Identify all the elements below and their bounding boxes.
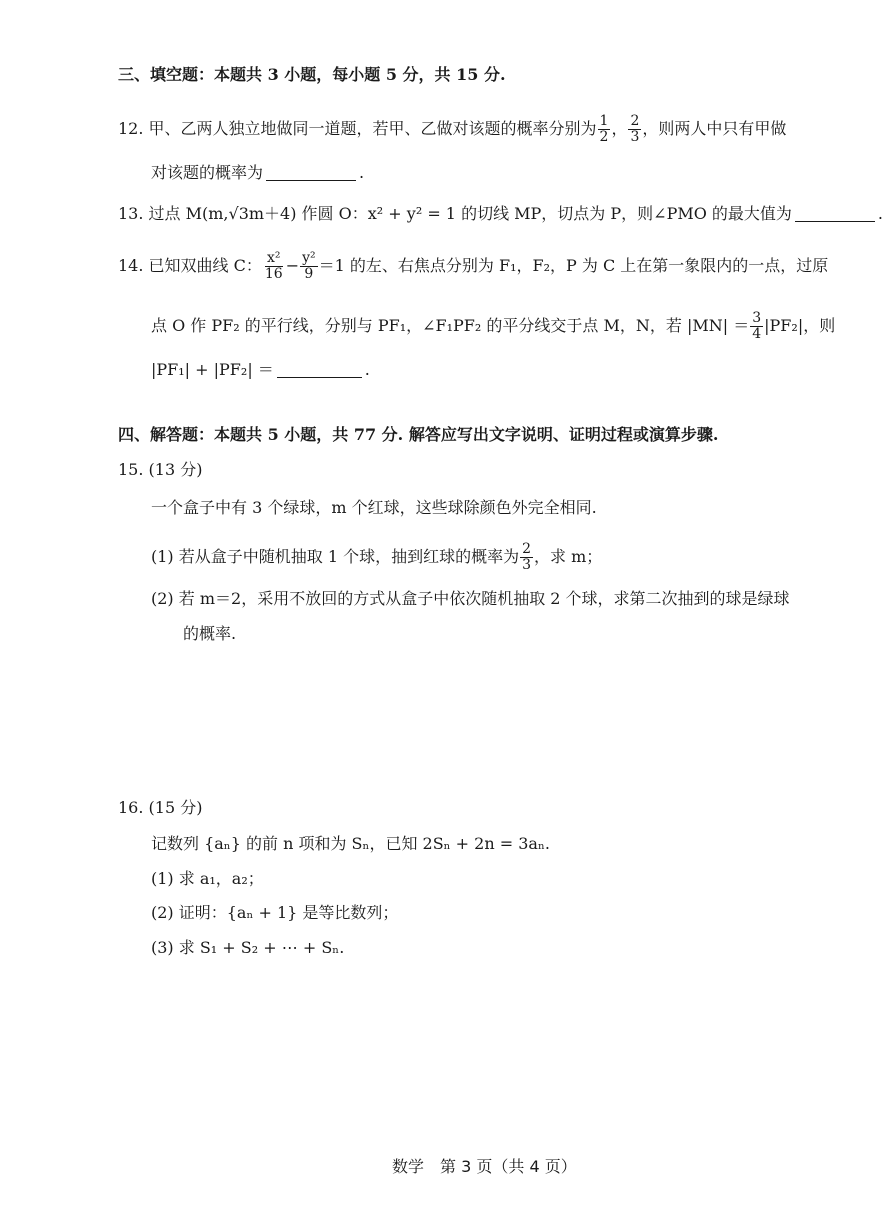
q14-frac3-denominator: 4	[752, 326, 762, 342]
q14-fraction-1	[263, 251, 285, 282]
q14-text-c: 点 O 作 PF₂ 的平行线，分别与 PF₁，∠F₁PF₂ 的平分线交于点 M，N，若 |MN| ＝	[151, 316, 750, 335]
question-12-line-1	[118, 114, 786, 145]
question-15-part-1	[151, 542, 602, 573]
q12-frac2-numerator: 2	[630, 113, 640, 129]
q14-fraction-3	[750, 311, 763, 342]
q14-text-e: |PF₁| + |PF₂| ＝	[151, 360, 274, 379]
q15-frac-denominator: 3	[522, 557, 532, 573]
question-16-part-1: (1) 求 a₁，a₂；	[151, 869, 264, 888]
question-14-line-2	[151, 311, 835, 342]
q12-text-b: ，则两人中只有甲做	[642, 119, 787, 138]
page-footer: 数学 第 3 页（共 4 页）	[392, 1157, 577, 1176]
q12-fraction-2	[628, 114, 641, 145]
question-16-title: 16. (15 分)	[118, 798, 203, 817]
question-13	[118, 203, 883, 225]
q12-text-a: 12. 甲、乙两人独立地做同一道题，若甲、乙做对该题的概率分别为	[118, 119, 597, 138]
q14-fraction-2	[300, 251, 318, 282]
q14-period: .	[364, 360, 370, 379]
q14-frac1-denominator: 16	[264, 266, 283, 282]
q14-minus: −	[285, 256, 300, 275]
q14-text-d: |PF₂|，则	[764, 316, 836, 335]
q14-frac1-numerator: x²	[267, 250, 281, 266]
q15-p1-text-a: (1) 若从盒子中随机抽取 1 个球，抽到红球的概率为	[151, 547, 520, 566]
q14-text-b: ＝1 的左、右焦点分别为 F₁，F₂，P 为 C 上在第一象限内的一点，过原	[318, 256, 829, 275]
q14-text-a: 14. 已知双曲线 C：	[118, 256, 262, 275]
question-16-stem: 记数列 {aₙ} 的前 n 项和为 Sₙ，已知 2Sₙ + 2n = 3aₙ.	[151, 834, 550, 853]
q12-comma: ，	[611, 119, 628, 138]
q13-answer-blank[interactable]	[795, 205, 875, 222]
q12-fraction-1	[598, 114, 611, 145]
question-15-title: 15. (13 分)	[118, 460, 203, 479]
q14-frac2-denominator: 9	[304, 266, 314, 282]
q13-text: 13. 过点 M(m,√3m＋4) 作圆 O：x² + y² = 1 的切线 MP，切点为 P，则∠PMO 的最大值为	[118, 204, 792, 223]
question-15-part-2-line-2: 的概率.	[183, 624, 237, 643]
q12-answer-blank[interactable]	[266, 164, 356, 181]
q14-frac2-numerator: y²	[302, 250, 316, 266]
section-3-header: 三、填空题：本题共 3 小题，每小题 5 分，共 15 分.	[118, 65, 506, 84]
q13-period: .	[877, 204, 883, 223]
question-14-line-3	[151, 359, 370, 381]
question-16-part-2: (2) 证明：{aₙ + 1} 是等比数列；	[151, 903, 399, 922]
q12-frac2-denominator: 3	[630, 129, 640, 145]
q15-p1-text-b: ，求 m；	[534, 547, 603, 566]
question-14-line-1	[118, 251, 828, 282]
q12-text-c: 对该题的概率为	[151, 163, 264, 182]
q12-frac1-numerator: 1	[599, 113, 609, 129]
question-12-line-2	[151, 162, 364, 184]
question-15-part-2-line-1: (2) 若 m＝2，采用不放回的方式从盒子中依次随机抽取 2 个球，求第二次抽到的球是绿球	[151, 589, 790, 608]
q12-period: .	[359, 163, 365, 182]
question-15-stem: 一个盒子中有 3 个绿球，m 个红球，这些球除颜色外完全相同.	[151, 498, 597, 517]
question-16-part-3: (3) 求 S₁ + S₂ + ⋯ + Sₙ.	[151, 938, 345, 957]
section-4-header: 四、解答题：本题共 5 小题，共 77 分. 解答应写出文字说明、证明过程或演算步骤.	[118, 425, 719, 444]
q14-answer-blank[interactable]	[277, 361, 362, 378]
q12-frac1-denominator: 2	[599, 129, 609, 145]
q15-fraction	[520, 542, 533, 573]
q15-frac-numerator: 2	[522, 541, 532, 557]
q14-frac3-numerator: 3	[752, 310, 762, 326]
